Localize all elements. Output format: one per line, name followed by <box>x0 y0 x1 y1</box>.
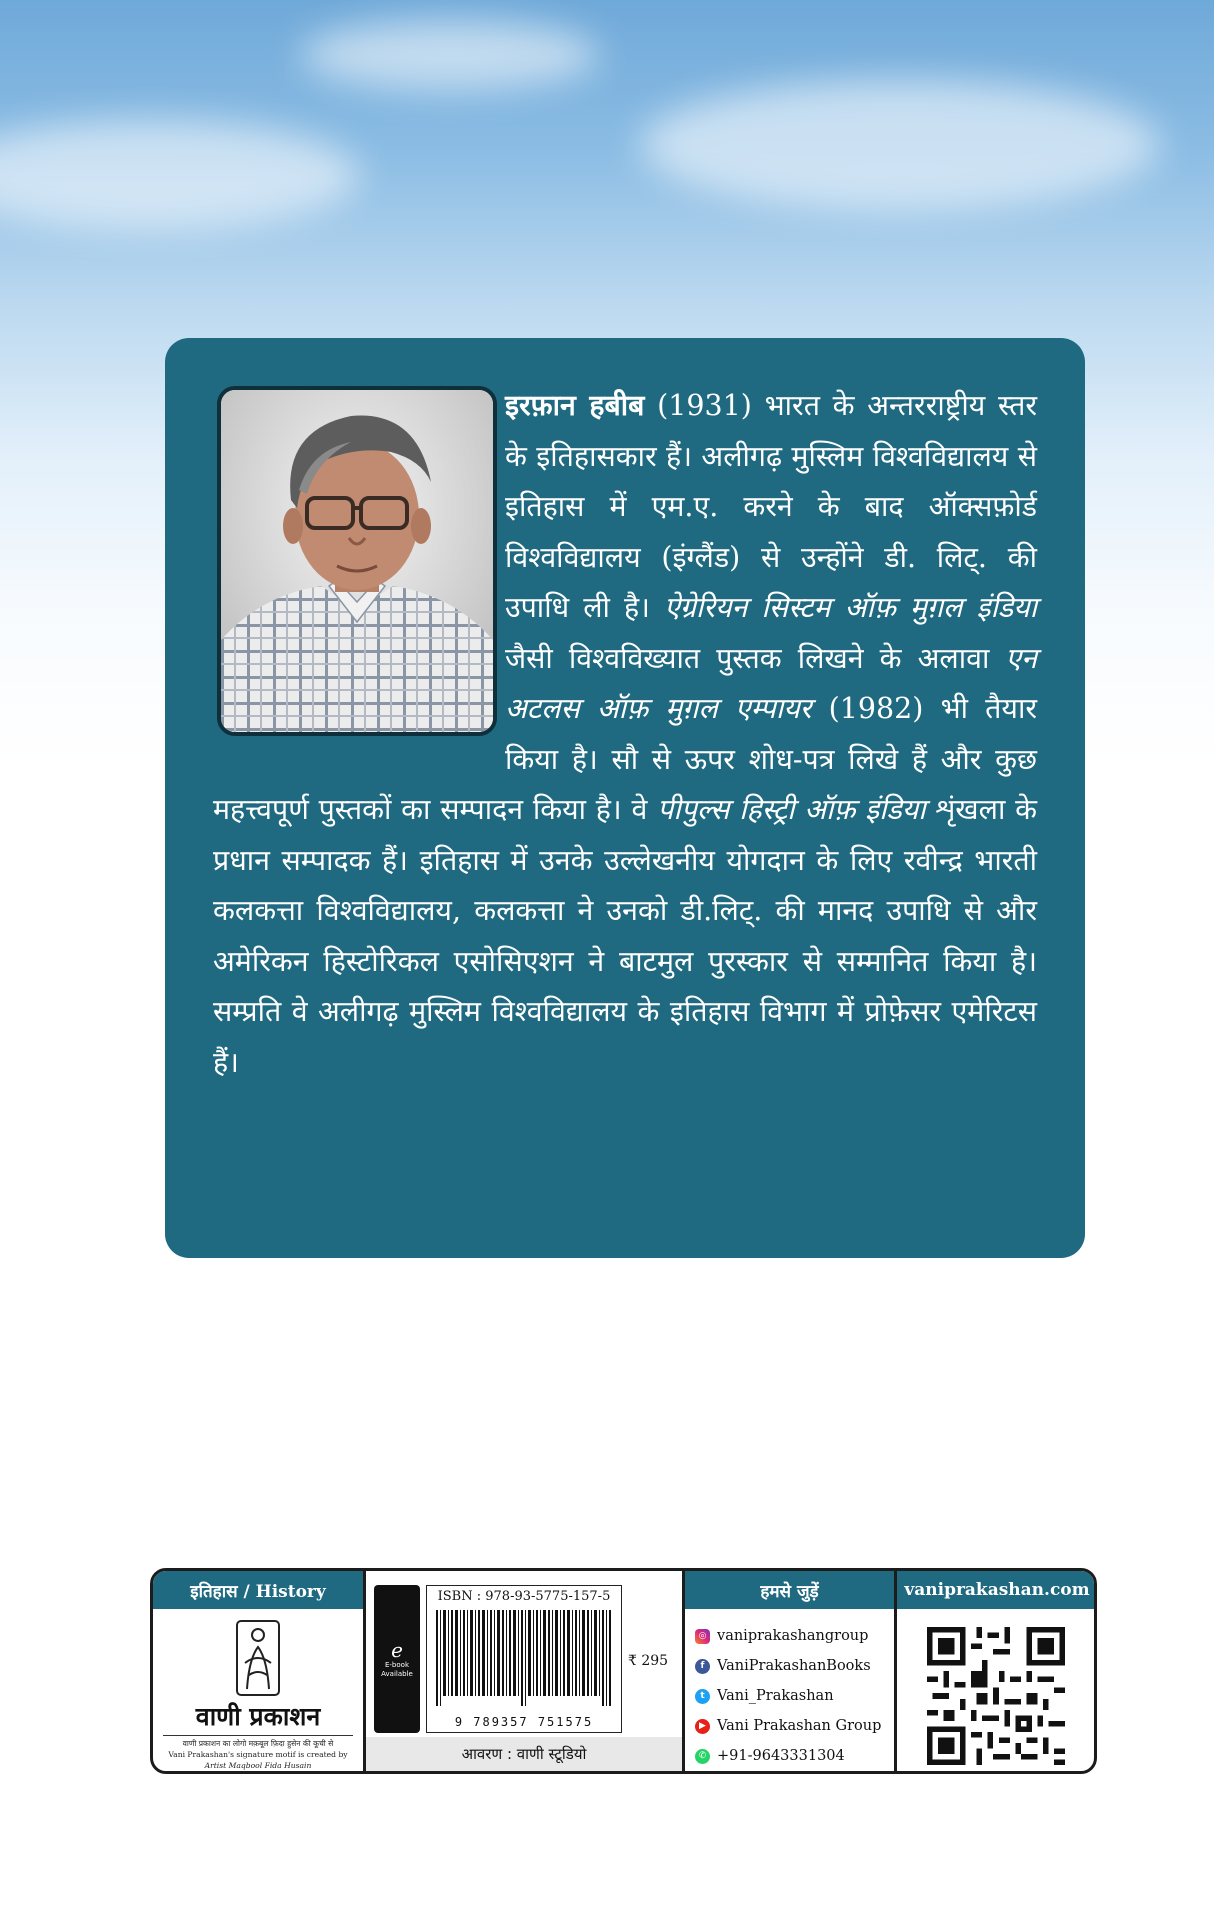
website-link[interactable]: vaniprakashan.com <box>897 1571 1097 1609</box>
motif-credit-english: Vani Prakashan's signature motif is created by <box>168 1750 348 1759</box>
book-title: ऐग्रेरियन सिस्टम ऑफ़ मुग़ल इंडिया <box>664 591 1037 624</box>
twitter-icon: t <box>695 1689 710 1704</box>
publisher-info-strip <box>150 1568 1097 1774</box>
social-column <box>685 1571 894 1771</box>
author-bio-panel <box>165 338 1085 1258</box>
social-link-facebook[interactable]: f VaniPrakashanBooks <box>695 1651 881 1681</box>
instagram-icon: ◎ <box>695 1629 710 1644</box>
isbn-column <box>366 1571 682 1771</box>
divider <box>163 1735 353 1736</box>
barcode-digits: 9 789357 751575 <box>454 1715 594 1729</box>
cloud <box>0 120 360 230</box>
social-link-youtube[interactable]: ▶ Vani Prakashan Group <box>695 1711 881 1741</box>
ebook-icon: e <box>391 1638 403 1662</box>
cloud <box>300 20 600 90</box>
motif-credit-hindi: वाणी प्रकाशन का लोगो मक़बूल फ़िदा हुसेन की कूची से <box>182 1739 334 1748</box>
book-title: एन अटलस ऑफ़ मुग़ल एम्पायर <box>505 641 1037 725</box>
social-link-whatsapp[interactable]: ✆ +91-9643331304 <box>695 1741 881 1771</box>
publisher-logo-icon <box>235 1619 281 1697</box>
publisher-name: वाणी प्रकाशन <box>195 1702 321 1731</box>
cover-credit: आवरण : वाणी स्टूडियो <box>366 1737 682 1771</box>
social-link-twitter[interactable]: t Vani_Prakashan <box>695 1681 881 1711</box>
publisher-column <box>153 1571 363 1771</box>
facebook-icon: f <box>695 1659 710 1674</box>
author-name: इरफ़ान हबीब <box>505 388 645 422</box>
category-label: इतिहास / History <box>153 1571 363 1609</box>
website-column <box>897 1571 1097 1771</box>
youtube-icon: ▶ <box>695 1719 710 1734</box>
isbn-label: ISBN : 978-93-5775-157-5 <box>437 1589 611 1604</box>
qr-code-icon[interactable] <box>927 1627 1065 1765</box>
social-link-instagram[interactable]: ◎ vaniprakashangroup <box>695 1621 881 1651</box>
cloud <box>640 80 1160 210</box>
barcode-icon <box>436 1610 612 1706</box>
motif-artist: Artist Maqbool Fida Husain <box>204 1761 312 1770</box>
connect-title: हमसे जुड़ें <box>685 1571 894 1609</box>
social-links <box>695 1621 881 1771</box>
author-bio-text: इरफ़ान हबीब (1931) भारत के अन्तरराष्ट्रीय स्तर के इतिहासकार हैं। अलीगढ़ मुस्लिम विश्वविद्यालय से इतिहास में एम.ए. करने के बाद ऑक्सफ़ोर्ड विश्वविद्यालय (इंग्लैंड) से उन्होंने डी. लिट्. की उपाधि ली है। ऐग्रेरियन सिस्टम ऑफ़ मुग़ल इंडिया जैसी विश्वविख्यात पुस्तक लिखने के अलावा एन अटलस ऑफ़ मुग़ल एम्पायर (1982) भी तैयार किया है। सौ से ऊपर शोध-पत्र लिखे हैं और कुछ महत्त्वपूर्ण पुस्तकों का सम्पादन किया है। वे पीपुल्स हिस्ट्री ऑफ़ इंडिया शृंखला के प्रधान सम्पादक हैं। इतिहास में उनके उल्लेखनीय योगदान के लिए रवीन्द्र भारती कलकत्ता विश्वविद्यालय, कलकत्ता ने उनको डी.लिट्. की मानद उपाधि से और अमेरिकन हिस्टोरिकल एसोसिएशन ने बाटमुल पुरस्कार से सम्मानित किया है। सम्प्रति वे अलीगढ़ मुस्लिम विश्वविद्यालय के इतिहास विभाग में प्रोफ़ेसर एमेरिटस हैं। <box>213 388 1037 1079</box>
isbn-barcode-box <box>426 1585 622 1733</box>
whatsapp-icon: ✆ <box>695 1749 710 1764</box>
book-title: पीपुल्स हिस्ट्री ऑफ़ इंडिया <box>657 793 926 826</box>
price: ₹ 295 <box>628 1653 669 1669</box>
ebook-badge: e E-book Available <box>374 1585 420 1733</box>
